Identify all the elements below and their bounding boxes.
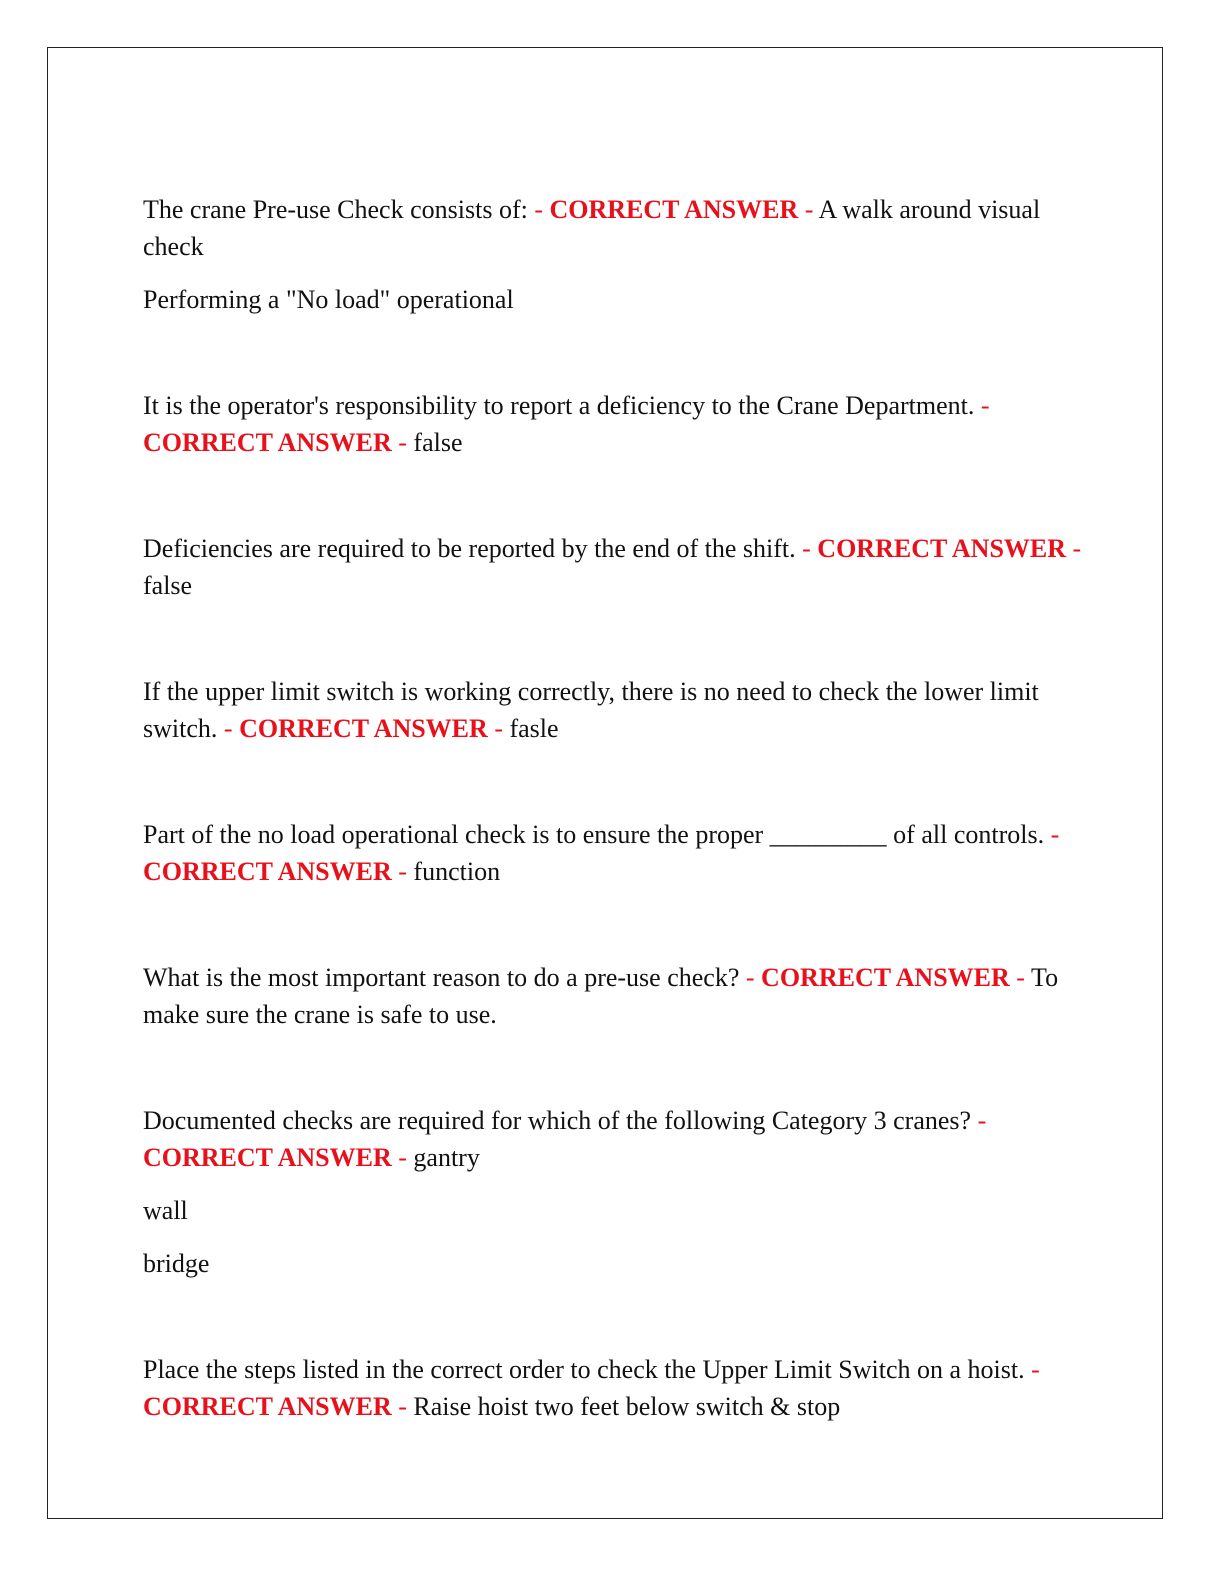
correct-answer-label: CORRECT ANSWER [761,963,1010,992]
question-text: Documented checks are required for which of the following Category 3 cranes? [143,1106,972,1135]
separator-dash: - [977,1106,987,1135]
question-text: Place the steps listed in the correct order to check the Upper Limit Switch on a hoist. [143,1355,1025,1384]
qa-list [143,191,1083,1425]
qa-question-answer [143,959,1083,1033]
qa-question-answer [143,1102,1083,1176]
separator-dash: - [398,428,407,457]
question-text: What is the most important reason to do a pre-use check? [143,963,740,992]
separator-dash: - [398,1392,407,1421]
answer-extra-line: bridge [143,1249,210,1278]
correct-answer-label: CORRECT ANSWER [143,857,392,886]
correct-answer-label: CORRECT ANSWER [817,534,1067,563]
separator-dash: - [802,534,811,563]
question-text: Part of the no load operational check is to ensure the proper _________ of all controls. [143,820,1045,849]
answer-text: To make sure the crane is safe to use. [143,963,1059,1029]
qa-item [143,387,1083,461]
qa-item [143,816,1083,890]
qa-question-answer [143,673,1083,747]
answer-text: Raise hoist two feet below switch & stop [413,1392,841,1421]
correct-answer-label: CORRECT ANSWER [143,1392,392,1421]
qa-item [143,191,1083,318]
answer-text: function [413,857,501,886]
separator-dash: - [980,391,990,420]
qa-question-answer [143,387,1083,461]
correct-answer-label: CORRECT ANSWER [143,1143,392,1172]
qa-question-answer [143,816,1083,890]
qa-item [143,959,1083,1033]
qa-question-answer [143,191,1083,265]
answer-text: false [143,571,193,600]
separator-dash: - [398,857,407,886]
question-text: The crane Pre-use Check consists of: [143,195,528,224]
separator-dash: - [223,714,233,743]
answer-text: fasle [509,714,559,743]
question-text: It is the operator's responsibility to report a deficiency to the Crane Department. [143,391,975,420]
separator-dash: - [398,1143,407,1172]
separator-dash: - [1072,534,1082,563]
separator-dash: - [494,714,503,743]
separator-dash: - [534,195,543,224]
separator-dash: - [804,195,814,224]
answer-extra-line: Performing a "No load" operational [143,285,514,314]
answer-text: gantry [413,1143,480,1172]
qa-item [143,530,1083,604]
answer-text: false [413,428,463,457]
question-text: Deficiencies are required to be reported by the end of the shift. [143,534,796,563]
correct-answer-label: CORRECT ANSWER [239,714,488,743]
qa-item [143,1351,1083,1425]
separator-dash: - [1050,820,1060,849]
answer-text: A walk around visual check [143,195,1041,261]
answer-extra-line: wall [143,1196,188,1225]
qa-question-answer [143,1351,1083,1425]
qa-item [143,673,1083,747]
separator-dash: - [1016,963,1025,992]
correct-answer-label: CORRECT ANSWER [549,195,799,224]
qa-item [143,1102,1083,1282]
correct-answer-label: CORRECT ANSWER [143,428,392,457]
separator-dash: - [1031,1355,1040,1384]
question-text: If the upper limit switch is working correctly, there is no need to check the lower limit switch. [143,677,1039,743]
separator-dash: - [745,963,755,992]
qa-question-answer [143,530,1083,604]
